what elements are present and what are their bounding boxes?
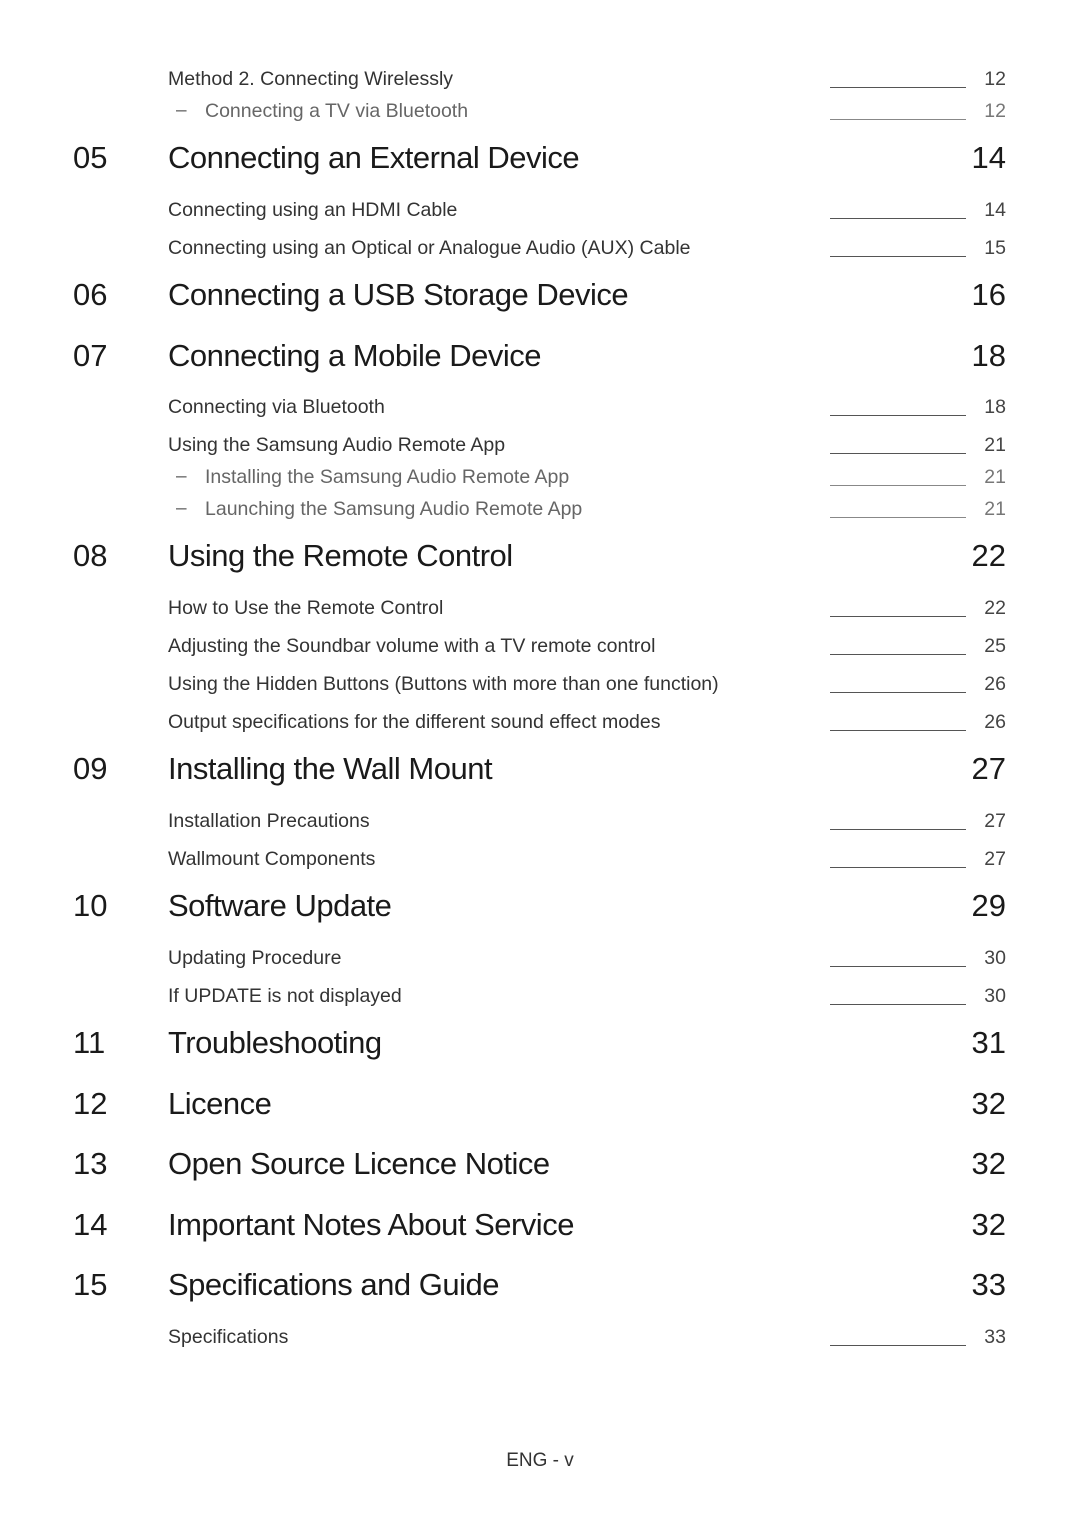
toc-item[interactable] (0, 848, 1080, 874)
toc-item[interactable] (0, 635, 1080, 661)
item-label: Updating Procedure (168, 947, 342, 969)
chapter-title: Software Update (168, 888, 392, 923)
chapter-page-number: 32 (971, 1146, 1006, 1181)
leader-line (830, 692, 966, 693)
leader-line (830, 730, 966, 731)
chapter-number: 12 (73, 1086, 108, 1121)
chapter-page-number: 22 (971, 538, 1006, 573)
chapter-number: 10 (73, 888, 108, 923)
item-label: Installation Precautions (168, 810, 370, 832)
item-page-number: 18 (984, 396, 1006, 418)
toc-chapter[interactable] (0, 751, 1080, 791)
chapter-title: Connecting a USB Storage Device (168, 277, 629, 312)
toc-item[interactable] (0, 673, 1080, 699)
leader-line (830, 256, 966, 257)
item-label: Installing the Samsung Audio Remote App (205, 466, 570, 488)
chapter-number: 07 (73, 338, 108, 373)
toc-chapter[interactable] (0, 1086, 1080, 1126)
leader-line (830, 829, 966, 830)
chapter-number: 05 (73, 140, 108, 175)
leader-line (830, 1004, 966, 1005)
leader-line (830, 415, 966, 416)
chapter-title: Open Source Licence Notice (168, 1146, 550, 1181)
chapter-number: 14 (73, 1207, 108, 1242)
item-page-number: 21 (984, 498, 1006, 520)
leader-line (830, 119, 966, 120)
chapter-page-number: 33 (971, 1267, 1006, 1302)
leader-line (830, 218, 966, 219)
toc-item[interactable] (0, 396, 1080, 422)
toc-chapter[interactable] (0, 538, 1080, 578)
leader-line (830, 1345, 966, 1346)
item-page-number: 25 (984, 635, 1006, 657)
toc-chapter[interactable] (0, 1267, 1080, 1307)
item-label: Adjusting the Soundbar volume with a TV remote control (168, 635, 656, 657)
chapter-page-number: 32 (971, 1207, 1006, 1242)
item-label: How to Use the Remote Control (168, 597, 444, 619)
leader-line (830, 966, 966, 967)
toc-item[interactable] (0, 711, 1080, 737)
toc-chapter[interactable] (0, 338, 1080, 378)
toc-item[interactable] (0, 597, 1080, 623)
leader-line (830, 485, 966, 486)
toc-chapter[interactable] (0, 1025, 1080, 1065)
toc-item[interactable] (0, 199, 1080, 225)
toc-item[interactable] (0, 985, 1080, 1011)
item-label: Connecting using an Optical or Analogue Audio (AUX) Cable (168, 237, 691, 259)
leader-line (830, 654, 966, 655)
chapter-number: 08 (73, 538, 108, 573)
chapter-number: 15 (73, 1267, 108, 1302)
leader-line (830, 87, 966, 88)
chapter-page-number: 32 (971, 1086, 1006, 1121)
chapter-page-number: 16 (971, 277, 1006, 312)
item-page-number: 22 (984, 597, 1006, 619)
chapter-page-number: 18 (971, 338, 1006, 373)
chapter-page-number: 14 (971, 140, 1006, 175)
chapter-title: Using the Remote Control (168, 538, 513, 573)
item-page-number: 33 (984, 1326, 1006, 1348)
item-label: Using the Samsung Audio Remote App (168, 434, 506, 456)
toc-chapter[interactable] (0, 1207, 1080, 1247)
item-label: Specifications (168, 1326, 289, 1348)
item-page-number: 30 (984, 985, 1006, 1007)
item-label: Launching the Samsung Audio Remote App (205, 498, 583, 520)
toc-item[interactable] (0, 947, 1080, 973)
item-label: Connecting via Bluetooth (168, 396, 385, 418)
toc-item[interactable] (0, 434, 1080, 460)
chapter-title: Specifications and Guide (168, 1267, 499, 1302)
chapter-title: Connecting an External Device (168, 140, 580, 175)
toc-item[interactable] (0, 68, 1080, 94)
item-page-number: 27 (984, 810, 1006, 832)
dash-bullet: – (176, 498, 187, 519)
item-page-number: 14 (984, 199, 1006, 221)
chapter-number: 06 (73, 277, 108, 312)
chapter-title: Connecting a Mobile Device (168, 338, 541, 373)
item-label: Method 2. Connecting Wirelessly (168, 68, 454, 90)
item-label: If UPDATE is not displayed (168, 985, 402, 1007)
item-page-number: 15 (984, 237, 1006, 259)
chapter-title: Licence (168, 1086, 272, 1121)
toc-item[interactable] (0, 1326, 1080, 1352)
leader-line (830, 616, 966, 617)
leader-line (830, 867, 966, 868)
dash-bullet: – (176, 466, 187, 487)
item-label: Connecting using an HDMI Cable (168, 199, 458, 221)
toc-subitem[interactable] (0, 466, 1080, 492)
toc-subitem[interactable] (0, 100, 1080, 126)
item-label: Connecting a TV via Bluetooth (205, 100, 469, 122)
item-page-number: 30 (984, 947, 1006, 969)
chapter-title: Installing the Wall Mount (168, 751, 493, 786)
item-label: Output specifications for the different sound effect modes (168, 711, 661, 733)
item-label: Wallmount Components (168, 848, 376, 870)
item-page-number: 21 (984, 466, 1006, 488)
toc-item[interactable] (0, 810, 1080, 836)
toc-item[interactable] (0, 237, 1080, 263)
dash-bullet: – (176, 100, 187, 121)
item-page-number: 26 (984, 673, 1006, 695)
item-page-number: 27 (984, 848, 1006, 870)
toc-subitem[interactable] (0, 498, 1080, 524)
chapter-page-number: 29 (971, 888, 1006, 923)
item-page-number: 21 (984, 434, 1006, 456)
chapter-title: Important Notes About Service (168, 1207, 574, 1242)
chapter-title: Troubleshooting (168, 1025, 382, 1060)
chapter-number: 13 (73, 1146, 108, 1181)
item-page-number: 26 (984, 711, 1006, 733)
item-label: Using the Hidden Buttons (Buttons with more than one function) (168, 673, 719, 695)
item-page-number: 12 (984, 68, 1006, 90)
chapter-page-number: 31 (971, 1025, 1006, 1060)
chapter-number: 09 (73, 751, 108, 786)
toc-chapter[interactable] (0, 1146, 1080, 1186)
leader-line (830, 517, 966, 518)
item-page-number: 12 (984, 100, 1006, 122)
chapter-number: 11 (73, 1025, 106, 1060)
leader-line (830, 453, 966, 454)
toc-chapter[interactable] (0, 140, 1080, 180)
toc-chapter[interactable] (0, 277, 1080, 317)
page-footer: ENG - v (506, 1450, 574, 1471)
toc-chapter[interactable] (0, 888, 1080, 928)
chapter-page-number: 27 (971, 751, 1006, 786)
